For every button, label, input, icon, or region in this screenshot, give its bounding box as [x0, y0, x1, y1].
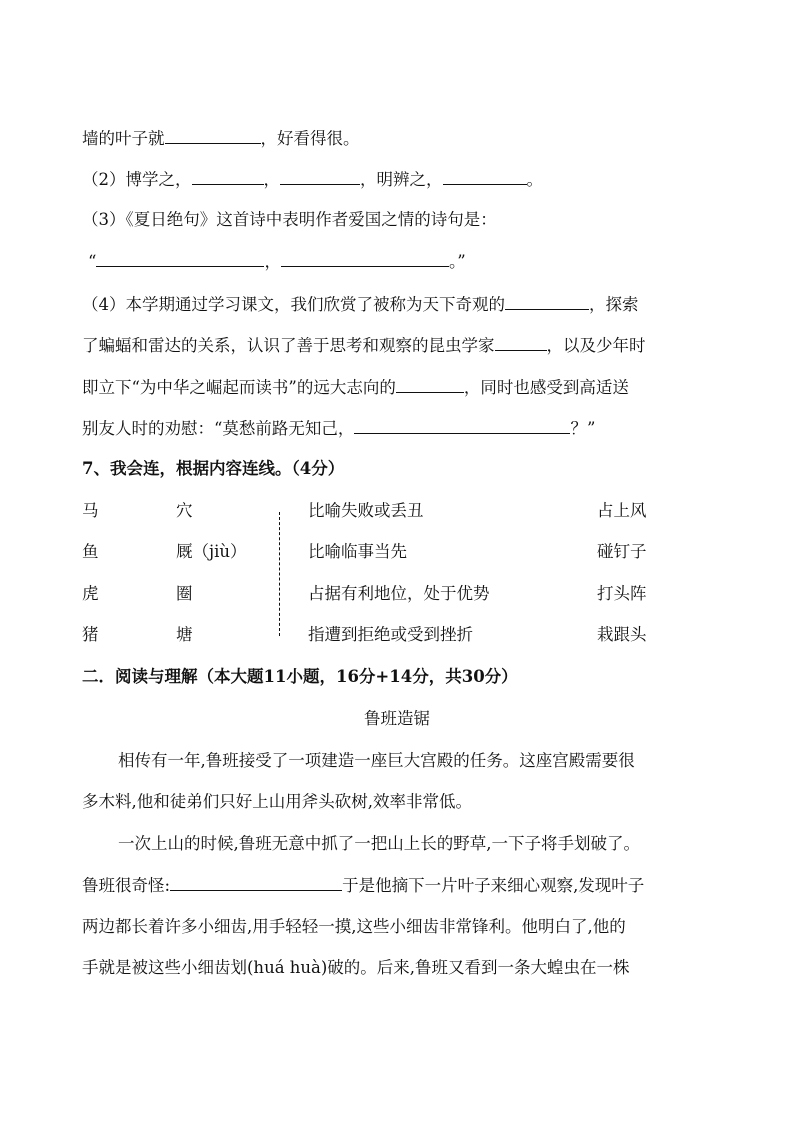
text: 。”	[448, 252, 466, 271]
fill-item-4-line2	[82, 334, 646, 357]
fill-item-2	[82, 168, 543, 191]
answer-blank[interactable]	[280, 168, 360, 185]
text: ，探索	[589, 295, 639, 314]
passage-line: 相传有一年,鲁班接受了一项建造一座巨大宫殿的任务。这座宫殿需要很	[118, 751, 635, 770]
text: ，好看得很。	[260, 129, 360, 148]
passage-line: 手就是被这些小细齿划(huá huà)破的。后来,鲁班又看到一条大蝗虫在一株	[82, 958, 630, 977]
passage-line: 两边都长着许多小细齿,用手轻轻一摸,这些小细齿非常锋利。他明白了,他的	[82, 917, 626, 936]
match-place[interactable]: 圈	[176, 584, 193, 603]
text: “	[88, 252, 97, 271]
match-animal[interactable]: 马	[82, 501, 99, 520]
text: ，明辨之，	[360, 170, 443, 189]
text: 于是他摘下一片叶子来细心观察,发现叶子	[342, 876, 645, 895]
answer-blank[interactable]	[396, 376, 464, 393]
text: 即立下“为中华之崛起而读书”的远大志向的	[82, 378, 396, 397]
passage-title: 鲁班造锯	[364, 709, 430, 728]
answer-blank[interactable]	[505, 293, 589, 310]
answer-blank[interactable]	[165, 127, 261, 144]
match-animal[interactable]: 虎	[82, 584, 99, 603]
match-idiom[interactable]: 占上风	[597, 501, 647, 520]
match-place[interactable]: 厩（jiù）	[176, 542, 247, 561]
text: ，	[264, 252, 281, 271]
passage-line-with-blank	[82, 874, 644, 897]
text: ，以及少年时	[546, 336, 646, 355]
match-meaning[interactable]: 占据有利地位，处于优势	[308, 584, 490, 603]
match-meaning[interactable]: 指遭到拒绝或受到挫折	[308, 625, 473, 644]
match-meaning[interactable]: 比喻失败或丢丑	[308, 501, 424, 520]
text: ，同时也感受到高适送	[463, 378, 629, 397]
answer-blank[interactable]	[495, 334, 547, 351]
match-place[interactable]: 塘	[176, 625, 193, 644]
answer-blank[interactable]	[443, 168, 527, 185]
passage-line: 一次上山的时候,鲁班无意中抓了一把山上长的野草,一下子将手划破了。	[118, 834, 640, 853]
text: 。	[526, 170, 543, 189]
answer-blank[interactable]	[281, 250, 449, 267]
text: ，	[263, 170, 280, 189]
text: （2）博学之，	[82, 170, 192, 189]
match-animal[interactable]: 鱼	[82, 542, 99, 561]
section2-heading: 二．阅读与理解（本大题11小题，16分+14分，共30分）	[82, 667, 518, 686]
answer-blank[interactable]	[96, 250, 264, 267]
fill-item-4-line4	[82, 417, 595, 440]
text: 别友人时的劝慰：“莫愁前路无知己，	[82, 419, 355, 438]
text: 墙的叶子就	[82, 129, 165, 148]
passage-line: 多木料,他和徒弟们只好上山用斧头砍树,效率非常低。	[82, 792, 472, 811]
text: 鲁班很奇怪:	[82, 876, 171, 895]
match-place[interactable]: 穴	[176, 501, 193, 520]
answer-blank[interactable]	[170, 874, 342, 891]
answer-blank[interactable]	[192, 168, 264, 185]
match-idiom[interactable]: 栽跟头	[597, 625, 647, 644]
text: （3）《夏日绝句》这首诗中表明作者爱国之情的诗句是：	[82, 210, 497, 229]
fill-item-3-answer	[88, 250, 466, 273]
match-animal[interactable]: 猪	[82, 625, 99, 644]
fill-line-wall	[82, 127, 360, 150]
match-meaning[interactable]: 比喻临事当先	[308, 542, 407, 561]
q7-heading: 7、我会连，根据内容连线。（4分）	[82, 459, 345, 478]
answer-blank[interactable]	[354, 417, 570, 434]
fill-item-4-line3	[82, 376, 629, 399]
fill-item-4-line1	[82, 293, 639, 316]
match-idiom[interactable]: 碰钉子	[597, 542, 647, 561]
fill-item-3	[82, 209, 497, 231]
text: 了蝙蝠和雷达的关系，认识了善于思考和观察的昆虫学家	[82, 336, 495, 355]
dashed-divider	[279, 512, 280, 636]
text: （4）本学期通过学习课文，我们欣赏了被称为天下奇观的	[82, 295, 505, 314]
text: ？”	[570, 419, 596, 438]
match-idiom[interactable]: 打头阵	[597, 584, 647, 603]
